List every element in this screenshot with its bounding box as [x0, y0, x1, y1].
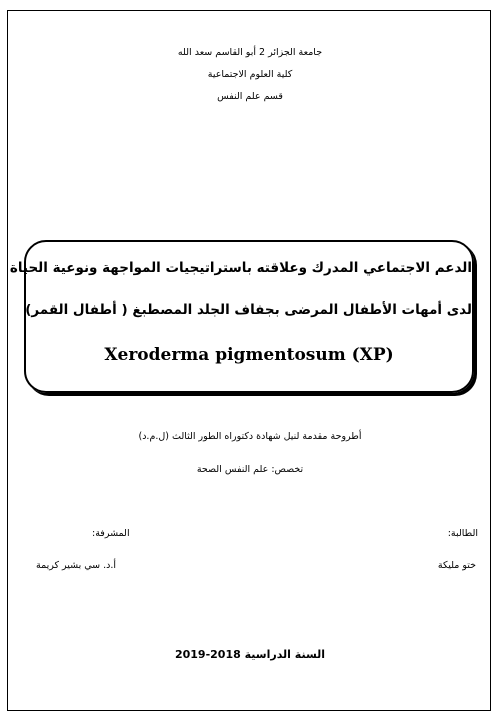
- institution-header: [0, 42, 500, 108]
- faculty-name: كلية العلوم الاجتماعية: [207, 69, 293, 80]
- thesis-title-line-2: لدى أمهات الأطفال المرضى بجفاف الجلد المصطبغ ( أطفال القمر): [25, 302, 472, 318]
- department-name: قسم علم النفس: [217, 91, 283, 102]
- thesis-title-latin: Xeroderma pigmentosum (XP): [104, 345, 394, 365]
- thesis-title-box: [9, 240, 474, 393]
- specialization: تخصص: علم النفس الصحة: [196, 464, 304, 475]
- degree-statement: أطروحة مقدمة لنيل شهادة دكتوراه الطور الثالث (ل.م.د): [138, 431, 362, 442]
- student-name: ختو مليكة: [437, 560, 476, 571]
- supervisor-label: المشرفة:: [92, 528, 130, 539]
- supervisor-name: أ.د. سي بشير كريمة: [36, 560, 117, 571]
- student-label: الطالبة:: [447, 528, 478, 539]
- academic-year: السنة الدراسية 2018-2019: [174, 648, 326, 661]
- thesis-title-line-1: الدعم الاجتماعي المدرك وعلاقته باستراتيجيات المواجهة ونوعية الحياة: [9, 260, 472, 276]
- university-name: جامعة الجزائر 2 أبو القاسم سعد الله: [177, 47, 323, 58]
